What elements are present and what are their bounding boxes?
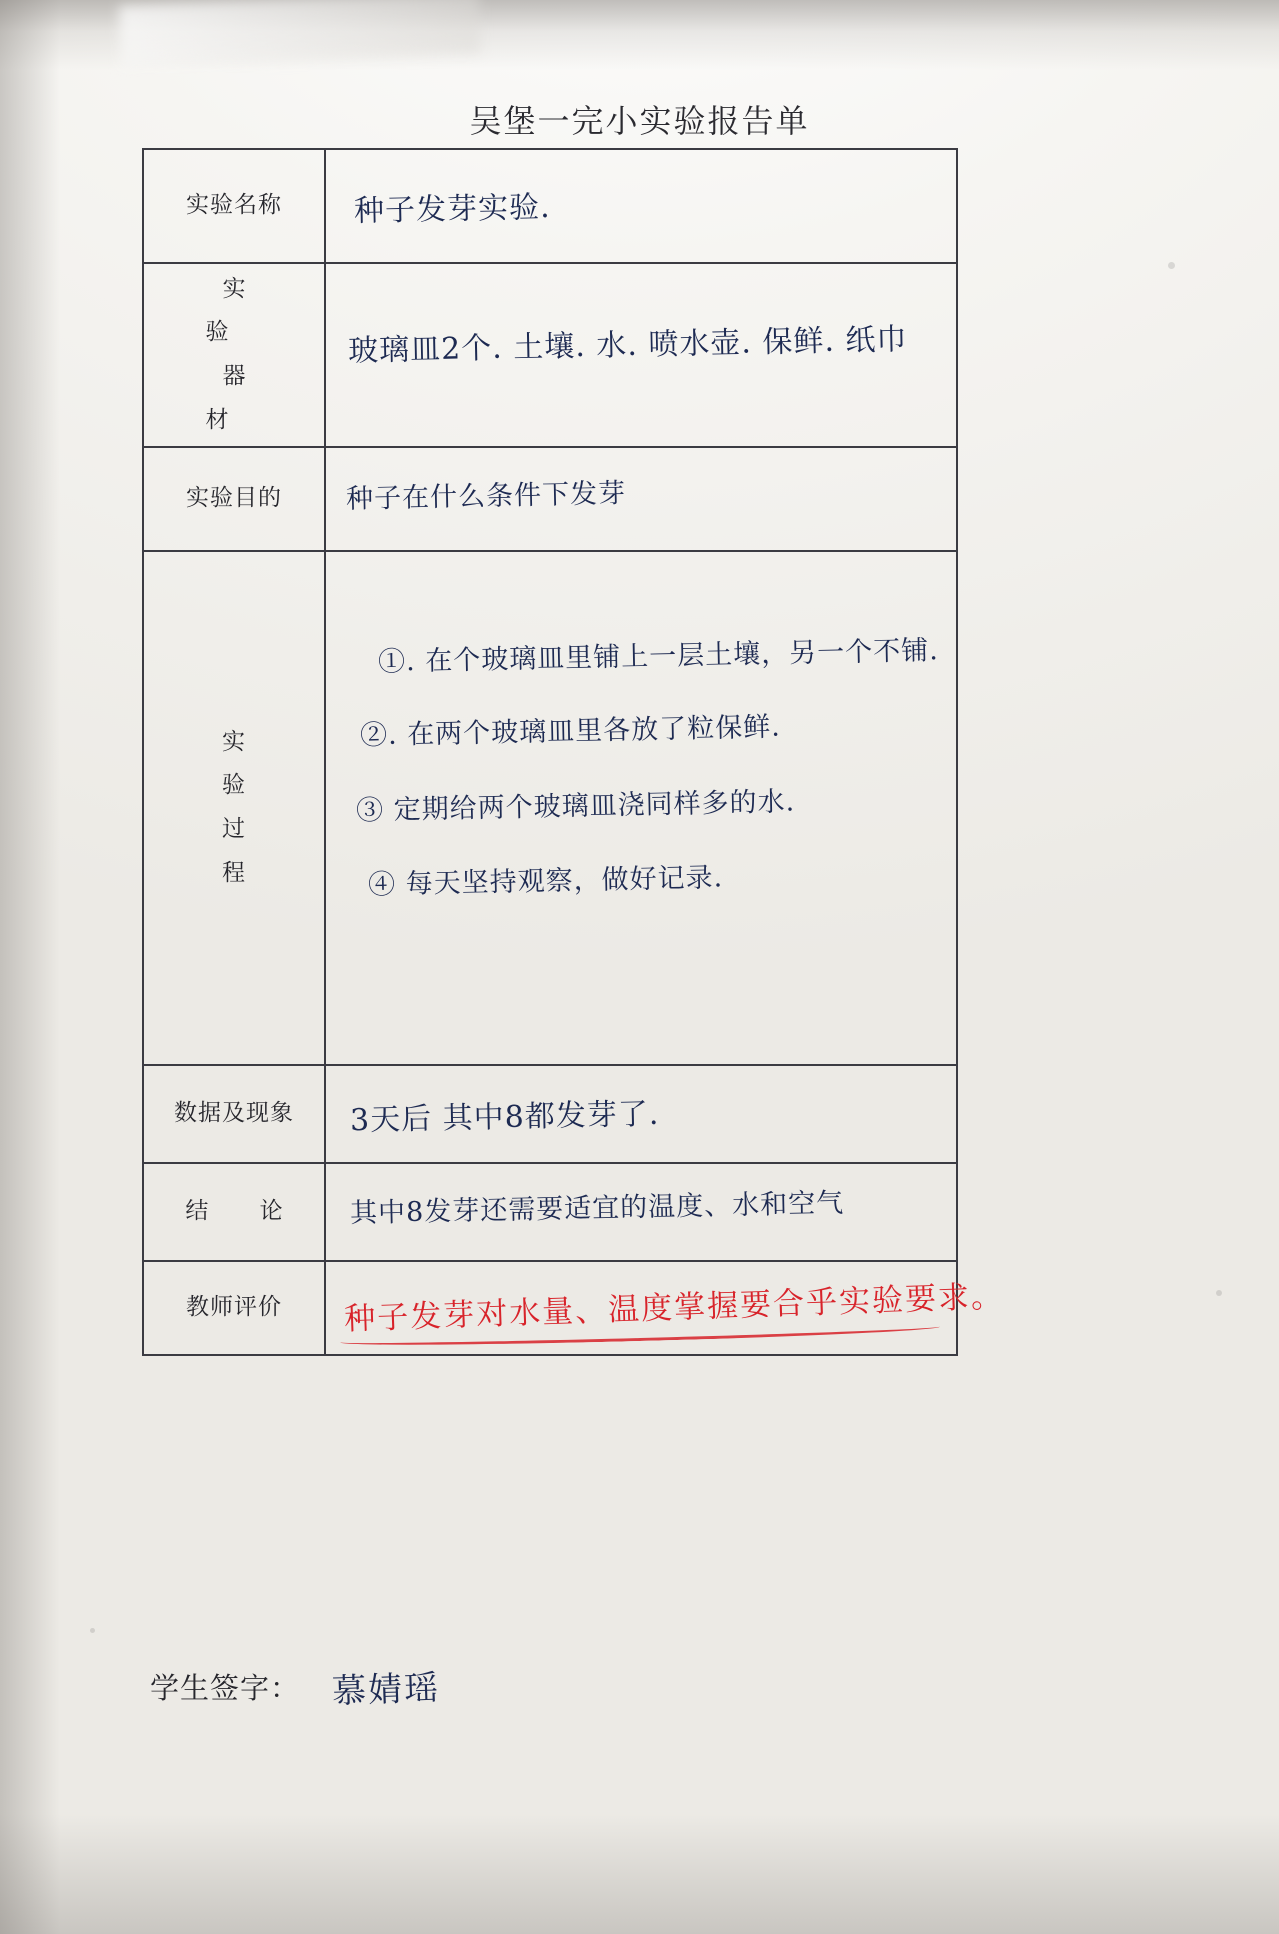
- list-item: [355, 784, 948, 827]
- row-value-conclusion: [326, 1164, 956, 1260]
- row-label-experiment-name: [144, 150, 326, 262]
- table-row: [144, 1262, 1005, 1356]
- row-label-conclusion: [144, 1164, 326, 1260]
- row-value-equipment: [326, 264, 956, 446]
- list-item: [377, 634, 948, 678]
- label-text: 实: [222, 728, 246, 755]
- process-step-list: [350, 634, 948, 934]
- handwriting-teacher-comment: 种子发芽对水量、温度掌握要合乎实验要求。: [343, 1278, 1005, 1338]
- label-text: 实 验: [205, 275, 280, 346]
- photo-shadow-left: [0, 0, 60, 1934]
- experiment-report-table: [142, 148, 1005, 1356]
- table-row: [144, 552, 956, 1066]
- label-text: 教师评价: [186, 1294, 282, 1321]
- signature-label: 学生签字：: [150, 1671, 301, 1705]
- handwriting-process-step: ①. 在个玻璃皿里铺上一层土壤，另一个不铺.: [377, 635, 940, 678]
- handwriting-conclusion: 其中8发芽还需要适宜的温度、水和空气: [349, 1187, 845, 1230]
- list-item: [367, 859, 948, 901]
- table-row: [144, 1066, 956, 1164]
- label-text: 实验名称: [186, 192, 282, 219]
- table-row: [144, 1164, 956, 1262]
- handwriting-signature: 慕婧瑶: [331, 1668, 441, 1712]
- photo-shadow-bottom: [0, 1814, 1279, 1934]
- list-item: [359, 709, 948, 752]
- row-value-experiment-name: [326, 150, 956, 262]
- handwriting-purpose: 种子在什么条件下发芽: [345, 478, 627, 515]
- label-text: 验: [222, 772, 246, 799]
- handwriting-data-phenomena: 3天后 其中8都发芽了.: [349, 1096, 660, 1139]
- label-text: 过: [222, 816, 246, 842]
- table-row: [144, 448, 956, 552]
- handwriting-process-step: ③ 定期给两个玻璃皿浇同样多的水.: [355, 786, 796, 827]
- row-value-teacher-comment: [326, 1262, 1005, 1354]
- paper-speck: [90, 1628, 95, 1633]
- row-label-equipment: [144, 264, 326, 446]
- label-text: 数据及现象: [174, 1100, 294, 1127]
- label-text: 结 论: [185, 1198, 305, 1225]
- row-label-teacher-comment: [144, 1262, 326, 1354]
- row-label-process: [144, 552, 326, 1064]
- row-label-data-phenomena: [144, 1066, 326, 1162]
- handwriting-equipment: 玻璃皿2个. 土壤. 水. 喷水壶. 保鲜. 纸巾: [347, 322, 908, 369]
- row-label-purpose: [144, 448, 326, 550]
- paper-speck: [1168, 262, 1175, 269]
- paper-speck: [1216, 1290, 1222, 1296]
- table-row: [144, 264, 956, 448]
- label-text: 实验目的: [186, 485, 282, 512]
- handwriting-process-step: ④ 每天坚持观察，做好记录.: [367, 862, 724, 901]
- student-signature: [150, 1662, 440, 1711]
- row-value-process: [326, 552, 956, 1064]
- table-row: [144, 150, 956, 264]
- handwriting-experiment-name: 种子发芽实验.: [353, 189, 551, 230]
- label-text: 器 材: [205, 363, 280, 433]
- page-title: 吴堡一完小实验报告单: [469, 102, 810, 140]
- row-value-data-phenomena: [326, 1066, 956, 1162]
- row-value-purpose: [326, 448, 956, 550]
- label-text: 程: [222, 859, 246, 886]
- handwriting-process-step: ②. 在两个玻璃皿里各放了粒保鲜.: [359, 711, 782, 752]
